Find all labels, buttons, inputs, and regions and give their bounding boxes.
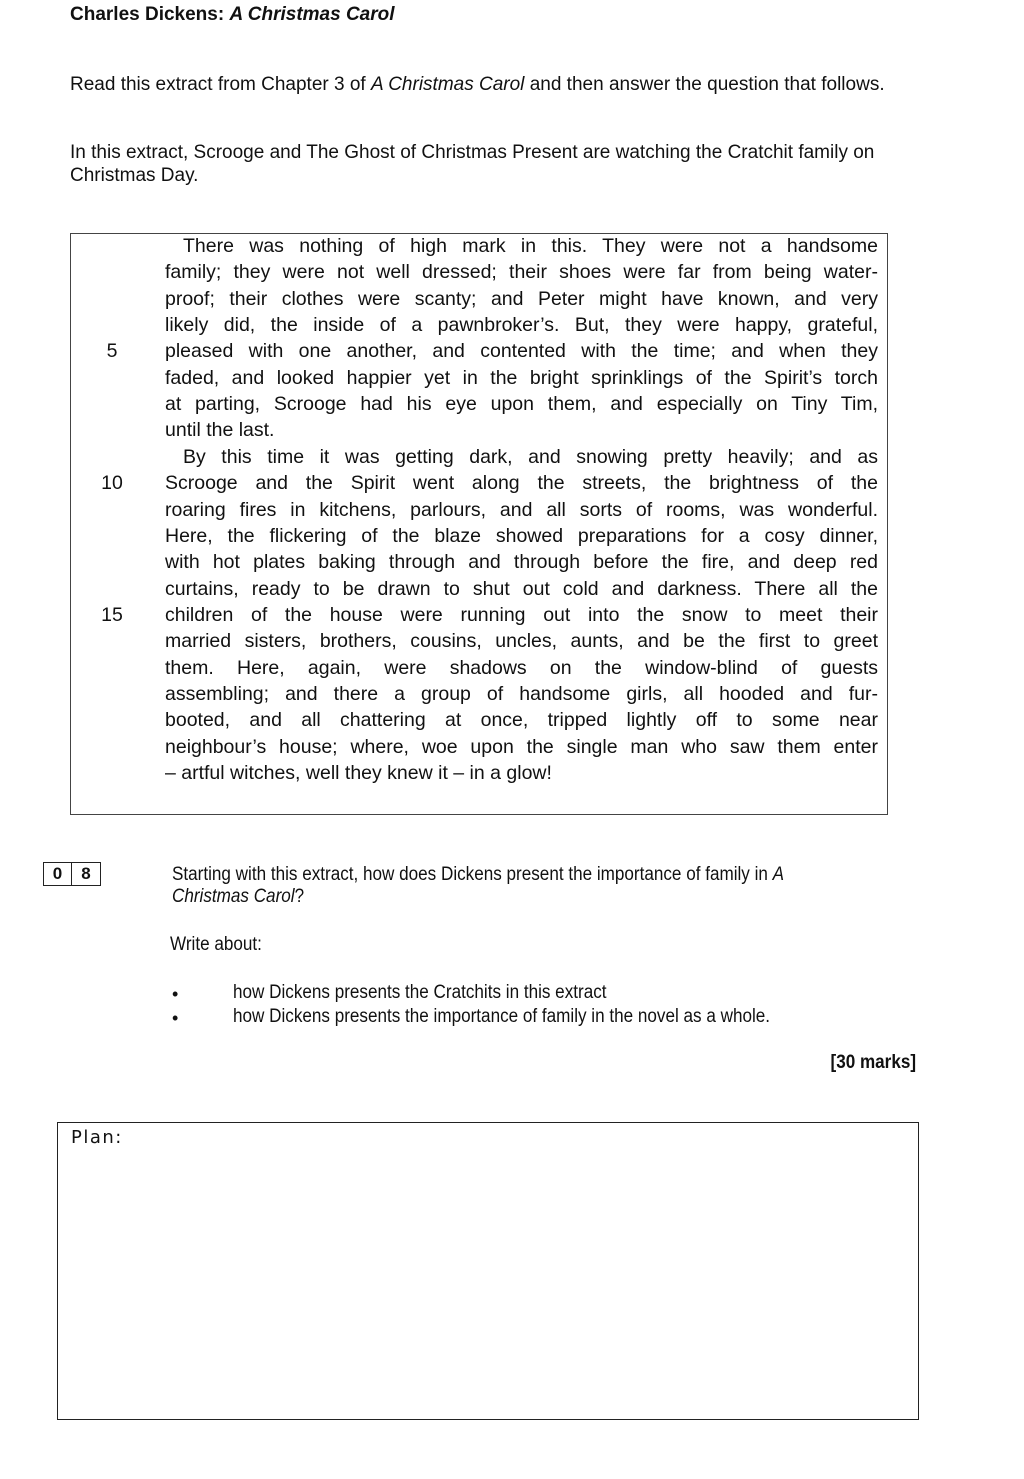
extract-line: neighbour’s house; where, woe upon the single man who saw them enter (165, 735, 878, 758)
bullet-dot-2: • (172, 1008, 179, 1028)
marks-label: [30 marks] (830, 1052, 916, 1073)
extract-line: children of the house were running out into the snow to meet their (165, 603, 878, 626)
extract-line: – artful witches, well they knew it – in a glow! (165, 762, 552, 784)
extract-line: until the last. (165, 419, 275, 442)
extract-line: them. Here, again, were shadows on the window-blind of guests (165, 656, 878, 679)
write-about-label: Write about: (170, 934, 262, 955)
plan-label: Plan: (71, 1127, 123, 1148)
bullet-dot-1: • (172, 984, 179, 1004)
intro-instruction (70, 73, 950, 96)
intro-text-part2: and then answer the question that follows. (524, 74, 885, 95)
extract-line-number: 15 (101, 603, 123, 626)
question-text-part2: ? (294, 886, 305, 907)
extract-line: There was nothing of high mark in this. They were not a handsome (183, 235, 878, 257)
extract-line: Here, the flickering of the blaze showed preparations for a cosy dinner, (165, 524, 878, 547)
bullet-item-1: how Dickens presents the Cratchits in this extract (233, 982, 607, 1003)
extract-line: faded, and looked happier yet in the bright sprinklings of the Spirit’s torch (165, 366, 878, 389)
extract-line: booted, and all chattering at once, tripped lightly off to some near (165, 709, 878, 732)
question-number-digit-1: 0 (43, 862, 72, 886)
question-number (43, 862, 101, 886)
extract-line: with hot plates baking through and through before the fire, and deep red (165, 551, 878, 574)
intro-text-part1: Read this extract from Chapter 3 of (70, 74, 371, 95)
extract-line-number: 5 (106, 340, 118, 363)
question-text-part1: Starting with this extract, how does Dickens present the importance of family in (172, 864, 773, 885)
extract-line: Scrooge and the Spirit went along the streets, the brightness of the (165, 472, 878, 495)
extract-line: at parting, Scrooge had his eye upon them, and especially on Tiny Tim, (165, 393, 878, 416)
extract-line: family; they were not well dressed; their shoes were far from being water- (165, 261, 878, 284)
bullet-item-2: how Dickens presents the importance of family in the novel as a whole. (233, 1006, 771, 1027)
extract-line: pleased with one another, and contented with the time; and when they (165, 340, 878, 363)
extract-line: roaring fires in kitchens, parlours, and all sorts of rooms, was wonderful. (165, 498, 878, 521)
intro-context: In this extract, Scrooge and The Ghost of Christmas Present are watching the Cratchit family on Christmas Day. (70, 142, 875, 186)
plan-box[interactable] (57, 1122, 919, 1420)
extract-line-number: 10 (101, 472, 123, 495)
question-text (172, 864, 856, 908)
extract-line: likely did, the inside of a pawnbroker’s. But, they were happy, grateful, (165, 314, 878, 337)
question-number-digit-2: 8 (72, 862, 101, 886)
extract-line: proof; their clothes were scanty; and Peter might have known, and very (165, 287, 878, 310)
extract-line: married sisters, brothers, cousins, uncles, aunts, and be the first to greet (165, 630, 878, 653)
document-title (70, 4, 395, 26)
extract-line: By this time it was getting dark, and snowing pretty heavily; and as (183, 445, 878, 468)
extract-line: curtains, ready to be drawn to shut out cold and darkness. There all the (165, 577, 878, 600)
question-text-italic: A Christmas Carol (172, 864, 784, 907)
extract-line: assembling; and there a group of handsome girls, all hooded and fur- (165, 682, 878, 705)
title-author: Charles Dickens: (70, 4, 225, 25)
title-work: A Christmas Carol (229, 4, 395, 25)
intro-text-italic: A Christmas Carol (370, 74, 525, 95)
